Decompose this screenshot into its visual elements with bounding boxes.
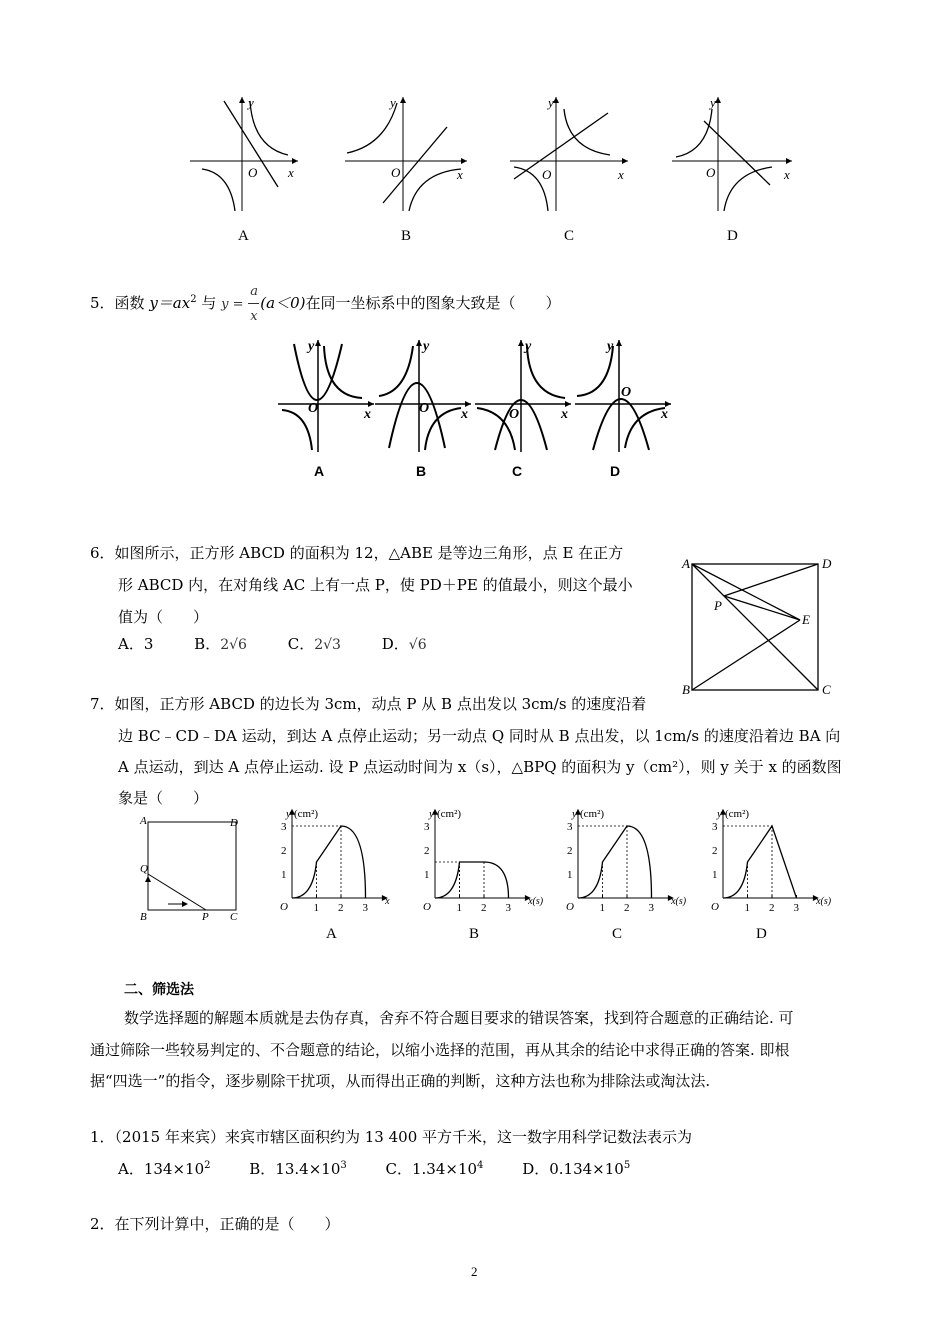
origin-label: O (566, 901, 574, 913)
x-tick-label: 2 (481, 902, 487, 914)
y-tick-label: 3 (567, 821, 573, 833)
y-tick-label: 3 (424, 821, 430, 833)
q6-label-c: C (822, 682, 831, 697)
y-label: y (717, 807, 722, 820)
q5c-y-label: y (525, 339, 532, 354)
q5-text-mid: 与 (196, 294, 222, 312)
q5-func2-lhs: y = (221, 297, 244, 312)
q7-label-q: Q (140, 863, 148, 875)
x-tick-label: 1 (313, 902, 319, 914)
q4c-y-label: y (548, 95, 554, 110)
x-tick-label: 3 (505, 902, 511, 914)
y-tick-label: 3 (281, 821, 287, 833)
y-unit-label: (cm²) (725, 807, 750, 820)
q4d-origin: O (706, 165, 716, 180)
q6-option-a: A．3 (118, 635, 154, 653)
q5c-origin: O (509, 407, 520, 422)
x-label: x(s) (816, 896, 832, 907)
q4-letter-a: A (238, 228, 249, 244)
y-tick-label: 1 (712, 869, 718, 881)
q7-line3: A 点运动，到达 A 点停止运动. 设 P 点运动时间为 x（s），△BPQ 的面积为 y（cm²），则 y 关于 x 的函数图 (118, 758, 842, 776)
y-unit-label: (cm²) (294, 807, 319, 820)
q7-choice-a: A (326, 926, 337, 942)
y-tick-label: 2 (424, 845, 430, 857)
x-label: x(s) (671, 896, 687, 907)
q4-graph-b (345, 95, 470, 215)
q7-line2: 边 BC﹣CD﹣DA 运动，到达 A 点停止运动；另一动点 Q 同时从 B 点出发，以 1cm/s 的速度沿着边 BA 向 (118, 727, 841, 745)
q5-number: 5． (90, 294, 115, 312)
x-label: x (385, 896, 390, 907)
s1-option-a: A．$134\times 10^2$ (118, 1160, 211, 1178)
q6-label-p: P (714, 598, 722, 613)
x-label: x(s) (528, 896, 544, 907)
q7-choice-d: D (756, 926, 767, 942)
y-label: y (429, 807, 434, 820)
q6-option-d: D．√6 (381, 635, 427, 653)
q4a-y-label: y (248, 95, 254, 110)
q6-options (118, 634, 427, 655)
series-line (723, 826, 797, 898)
x-tick-label: 1 (456, 902, 462, 914)
q5a-y-label: y (308, 339, 315, 354)
s2-question: 2．在下列计算中，正确的是（ ） (90, 1215, 340, 1233)
section-title: 二、筛选法 (124, 982, 194, 998)
page-number: 2 (471, 1264, 478, 1279)
q7-line4: 象是（ ） (118, 789, 209, 807)
q6-label-d: D (822, 556, 832, 571)
q7-choice-c: C (612, 926, 623, 942)
q7-label-p: P (202, 911, 209, 923)
q5-func1: y＝ax (149, 294, 191, 312)
s1-option-c: C．$1.34\times 10^4$ (385, 1160, 484, 1178)
q4-letter-d: D (727, 228, 738, 244)
q5-letter-a: A (314, 463, 325, 479)
q4d-y-label: y (710, 95, 716, 110)
q5-frac-bar (248, 303, 259, 304)
series-line (292, 826, 366, 898)
q4d-x-label: x (784, 167, 790, 182)
q5c-x-label: x (561, 407, 568, 422)
q5b-origin: O (419, 401, 430, 416)
y-tick-label: 1 (567, 869, 573, 881)
q5-graph-c (475, 338, 575, 458)
q7-line1: 7．如图，正方形 ABCD 的边长为 3cm，动点 P 从 B 点出发以 3cm/s 的速度沿着 (90, 695, 647, 713)
q5a-x-label: x (364, 407, 371, 422)
q5-func1-exp: 2 (190, 294, 197, 305)
section-para-line1: 数学选择题的解题本质就是去伪存真，舍弃不符合题目要求的错误答案，找到符合题意的正确结论. 可 (124, 1009, 794, 1027)
q4c-x-label: x (618, 167, 624, 182)
q4-graph-c (510, 95, 630, 215)
q5d-x-label: x (661, 407, 668, 422)
q7-label-d: D (230, 817, 238, 829)
q6-line1: 6．如图所示，正方形 ABCD 的面积为 12，△ABE 是等边三角形，点 E 在正方 (90, 544, 624, 562)
q5-question (90, 284, 561, 324)
y-label: y (286, 807, 291, 820)
q5-frac-num: a (250, 284, 259, 299)
s1-question: 1．（2015 年来宾）来宾市辖区面积约为 13 400 平方千米，这一数字用科学记数法表示为 (90, 1128, 693, 1146)
s1-options (118, 1156, 630, 1179)
y-unit-label: (cm²) (437, 807, 462, 820)
origin-label: O (711, 901, 719, 913)
q4-letter-c: C (564, 228, 575, 244)
q4-graph-a (190, 95, 300, 215)
x-tick-label: 3 (648, 902, 654, 914)
x-tick-label: 3 (793, 902, 799, 914)
q5-text-before: 函数 (114, 294, 150, 312)
x-tick-label: 2 (624, 902, 630, 914)
q4b-y-label: y (390, 95, 396, 110)
q5-letter-d: D (610, 463, 621, 479)
s1-option-d: D．$0.134\times 10^5$ (522, 1160, 631, 1178)
q5-graph-b (375, 338, 475, 458)
q6-line2: 形 ABCD 内，在对角线 AC 上有一点 P，使 PD＋PE 的值最小，则这个最小 (118, 576, 633, 594)
y-tick-label: 2 (281, 845, 287, 857)
section-para-line2: 通过筛除一些较易判定的、不合题意的结论，以缩小选择的范围，再从其余的结论中求得正确的答案. 即根 (90, 1041, 790, 1059)
q6-label-b: B (682, 682, 690, 697)
q4-letter-b: B (401, 228, 412, 244)
y-tick-label: 2 (567, 845, 573, 857)
q4b-x-label: x (457, 167, 463, 182)
series-line (435, 862, 509, 898)
q5b-x-label: x (461, 407, 468, 422)
q5a-origin: O (308, 401, 319, 416)
q5-graph-a (278, 338, 378, 458)
y-tick-label: 1 (281, 869, 287, 881)
q5-letter-c: C (512, 463, 523, 479)
q4a-x-label: x (288, 165, 294, 180)
origin-label: O (280, 901, 288, 913)
s1-option-b: B．$13.4\times 10^3$ (249, 1160, 347, 1178)
q4a-origin: O (248, 165, 258, 180)
y-tick-label: 3 (712, 821, 718, 833)
q7-label-a: A (140, 815, 147, 827)
q5-frac-den: x (250, 309, 258, 324)
origin-label: O (423, 901, 431, 913)
q4c-origin: O (542, 167, 552, 182)
y-unit-label: (cm²) (580, 807, 605, 820)
q5-fraction (248, 284, 260, 324)
q6-label-e: E (802, 612, 810, 627)
series-line (578, 826, 652, 898)
q5b-y-label: y (423, 339, 430, 354)
q7-label-c: C (230, 911, 238, 923)
q4b-origin: O (391, 165, 401, 180)
x-tick-label: 2 (338, 902, 344, 914)
q5d-origin: O (621, 385, 632, 400)
q7-chart-a (272, 807, 392, 914)
x-tick-label: 1 (599, 902, 605, 914)
q6-label-a: A (682, 556, 690, 571)
q7-chart-c (558, 807, 687, 914)
q4-graph-d (672, 95, 797, 215)
q7-choice-b: B (469, 926, 480, 942)
q7-chart-d (703, 807, 832, 914)
q7-chart-b (415, 807, 544, 914)
q6-option-b: B．2√6 (194, 635, 247, 653)
q6-square-figure (680, 556, 840, 701)
section-para-line3: 据“四选一”的指令，逐步剔除干扰项，从而得出正确的判断，这种方法也称为排除法或淘汰法. (90, 1072, 711, 1090)
q5-graph-d (575, 338, 675, 458)
x-tick-label: 3 (362, 902, 368, 914)
x-tick-label: 2 (769, 902, 775, 914)
y-tick-label: 2 (712, 845, 718, 857)
q6-line3: 值为（ ） (118, 608, 209, 626)
q7-square-figure (138, 814, 248, 924)
q5-letter-b: B (416, 463, 427, 479)
q5-text-after: 在同一坐标系中的图象大致是（ ） (305, 294, 561, 312)
q6-option-c: C．2√3 (287, 635, 341, 653)
q5-func2-cond: (a＜0) (260, 294, 306, 312)
q7-label-b: B (140, 911, 147, 923)
q5d-y-label: y (607, 339, 614, 354)
y-tick-label: 1 (424, 869, 430, 881)
x-tick-label: 1 (744, 902, 750, 914)
y-label: y (572, 807, 577, 820)
